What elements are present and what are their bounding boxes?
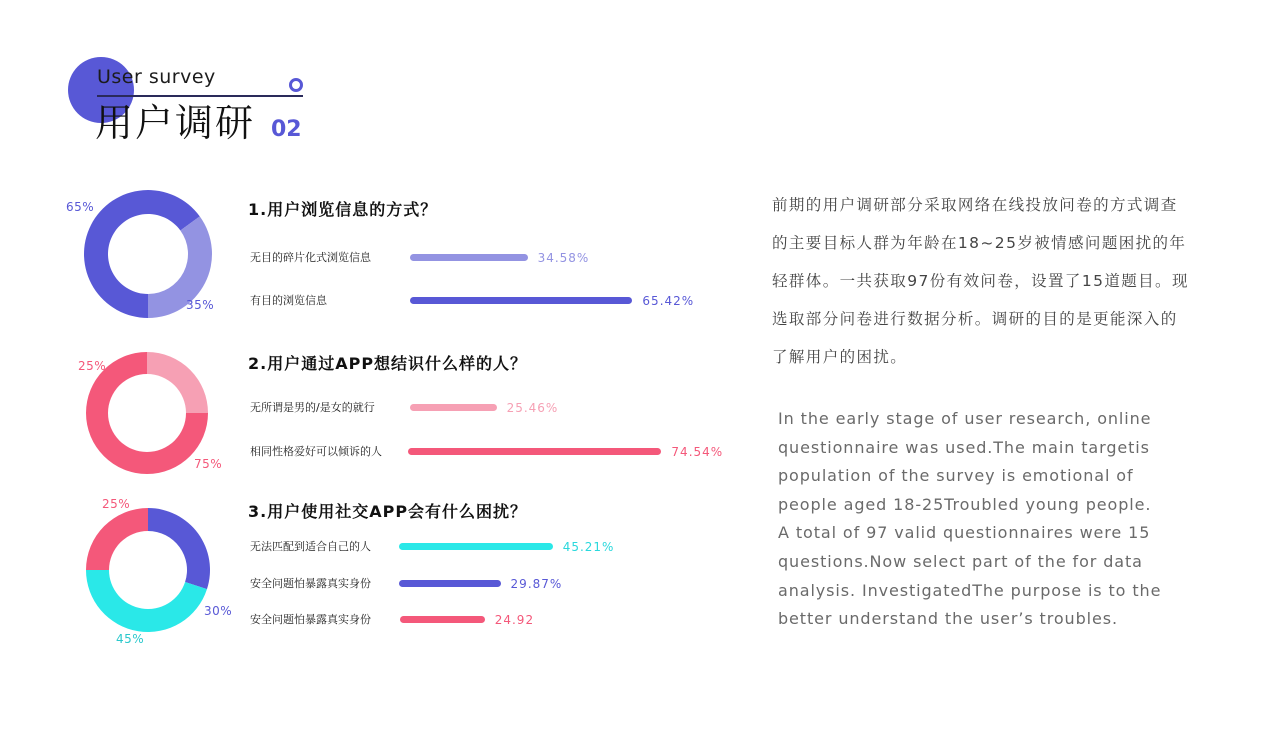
bar-label: 有目的浏览信息: [250, 294, 327, 307]
donut-chart-q3: [86, 508, 210, 632]
donut-slice: [147, 352, 208, 413]
bar-label: 无所谓是男的/是女的就行: [250, 401, 375, 414]
bar-fill: [400, 616, 485, 623]
slice-label: 25%: [102, 497, 131, 511]
slice-label: 45%: [116, 632, 145, 646]
bar-value: 74.54%: [671, 445, 724, 459]
question-title: 3.用户使用社交APP会有什么困扰？: [248, 502, 528, 521]
section-number: 02: [271, 117, 302, 142]
page-title: 用户调研: [95, 101, 256, 145]
intro-en-line: questions.Now select part of the for data: [778, 551, 1143, 571]
intro-en-line: population of the survey is emotional of: [778, 466, 1134, 486]
bar-fill: [410, 254, 528, 261]
donut-svg: [86, 508, 210, 632]
intro-en-line: analysis. InvestigatedThe purpose is to the: [778, 580, 1162, 600]
bar-label: 相同性格爱好可以倾诉的人: [250, 445, 382, 458]
donut-slice: [86, 508, 148, 570]
bar-fill: [410, 404, 497, 411]
intro-text-en: [778, 405, 1198, 634]
bar-value: 34.58%: [537, 251, 590, 265]
bar-value: 45.21%: [562, 540, 615, 554]
header-subtitle: User survey: [97, 66, 216, 88]
intro-en-line: better understand the user’s troubles.: [778, 609, 1118, 629]
slice-label: 65%: [66, 200, 95, 214]
intro-en-line: questionnaire was used.The main targetis: [778, 437, 1150, 457]
intro-en-line: people aged 18-25Troubled young people.: [778, 494, 1152, 514]
question-title: 2.用户通过APP想结识什么样的人？: [248, 354, 528, 373]
bar-value: 25.46%: [506, 401, 559, 415]
page-header: [0, 0, 400, 160]
bar-fill: [410, 297, 632, 304]
bar-value: 65.42%: [642, 294, 695, 308]
intro-en-line: In the early stage of user research, online: [778, 409, 1152, 428]
question-title: 1.用户浏览信息的方式？: [248, 200, 438, 219]
bar-fill: [399, 580, 501, 587]
slice-label: 30%: [204, 604, 233, 618]
bar-label: 无目的碎片化式浏览信息: [250, 251, 371, 264]
bar-value: 29.87%: [510, 577, 563, 591]
header-ring-icon: [289, 78, 303, 92]
bar-label: 安全问题怕暴露真实身份: [250, 577, 371, 590]
bar-label: 无法匹配到适合自己的人: [250, 540, 371, 553]
donut-slice: [148, 508, 210, 589]
intro-text-cn: 前期的用户调研部分采取网络在线投放问卷的方式调查的主要目标人群为年龄在18~25岁被情感问题困扰的年轻群体。一共获取97份有效问卷，设置了15道题目。现选取部分问卷进行数据分析。调研的目的是更能深入的了解用户的困扰。: [772, 196, 1189, 366]
slice-label: 35%: [186, 298, 215, 312]
header-underline: [97, 95, 303, 97]
slice-label: 25%: [78, 359, 107, 373]
bar-value: 24.92: [494, 613, 535, 627]
bar-fill: [399, 543, 553, 550]
bar-fill: [408, 448, 661, 455]
slice-label: 75%: [194, 457, 223, 471]
bar-label: 安全问题怕暴露真实身份: [250, 613, 371, 626]
intro-en-line: A total of 97 valid questionnaires were 15: [778, 523, 1151, 543]
